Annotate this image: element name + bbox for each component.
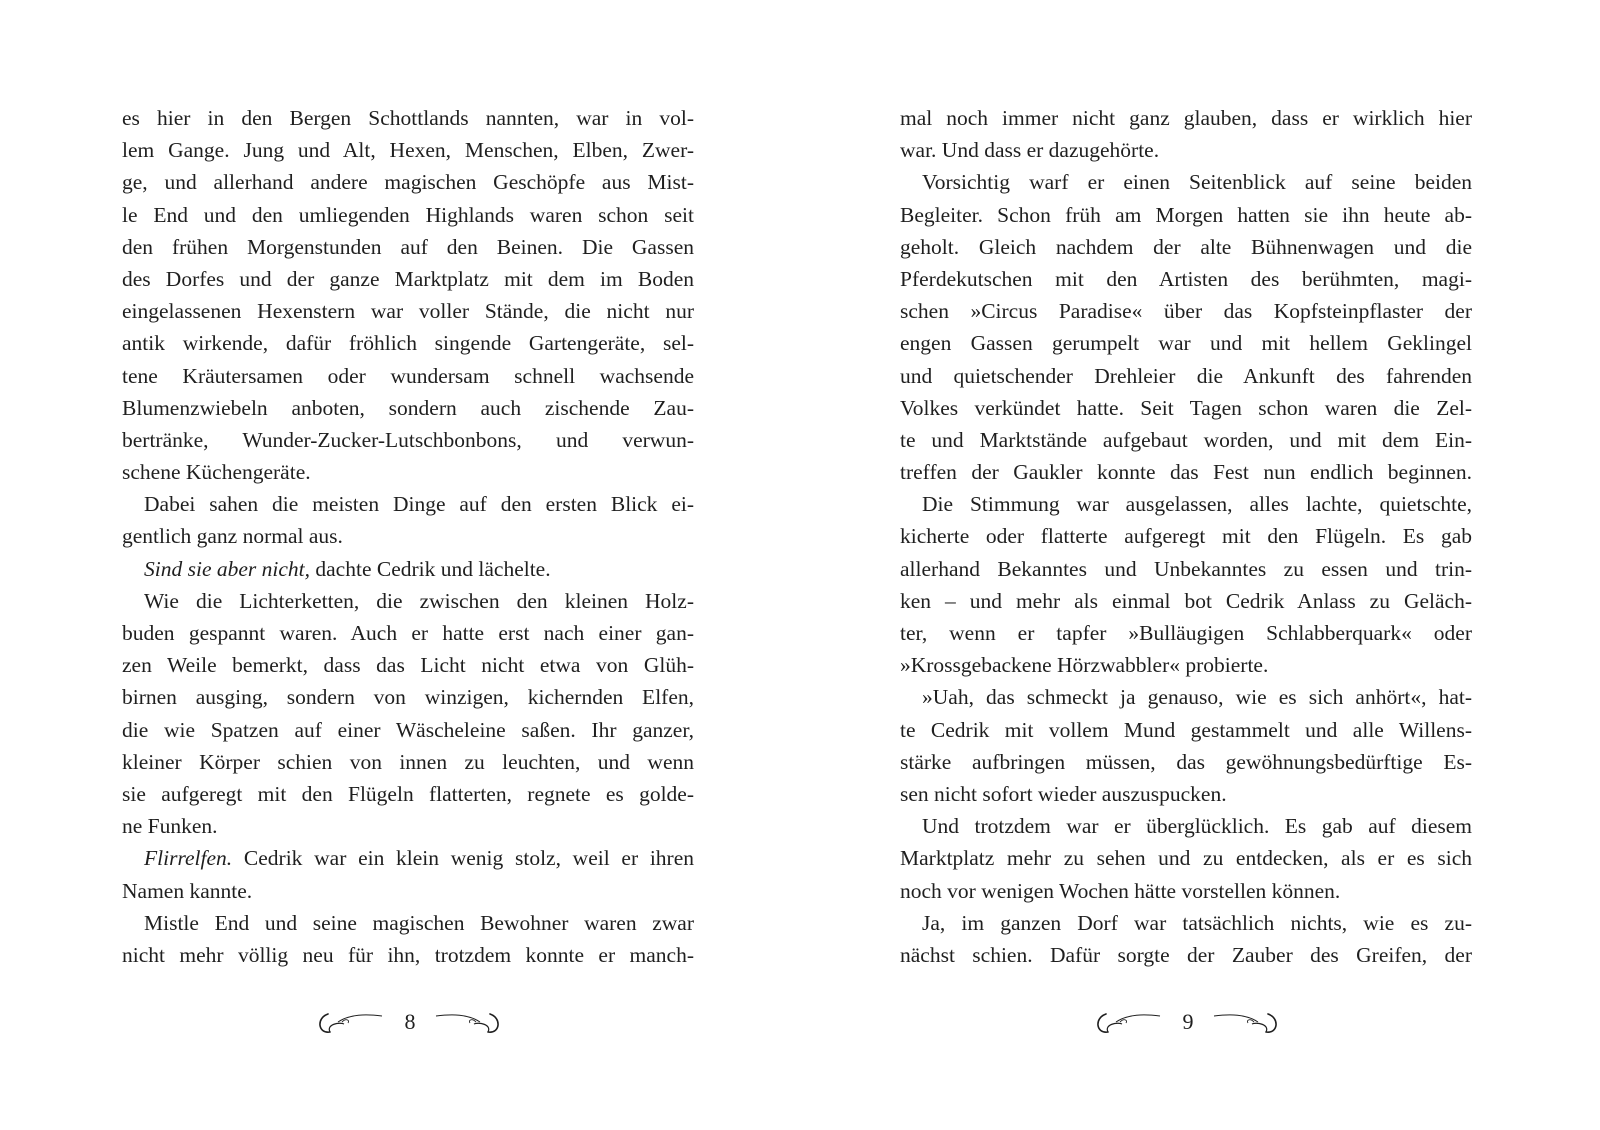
line-text: allerhand Bekanntes und Unbekanntes zu essen und trin- — [900, 556, 1472, 581]
line-text: »Krossgebackene Hörzwabbler« probierte. — [900, 653, 1269, 678]
line-text: kicherte oder flatterte aufgeregt mit den Flügeln. Es gab — [900, 524, 1472, 549]
left-text-line — [122, 102, 694, 134]
line-text: le End und den umliegenden Highlands waren schon seit — [122, 202, 694, 227]
left-page-footer — [312, 1010, 512, 1060]
left-text-line — [122, 134, 694, 166]
line-text: war. Und dass er dazugehörte. — [900, 138, 1160, 163]
left-text-line — [122, 617, 694, 649]
line-text: ter, wenn er tapfer »Bulläugigen Schlabberquark« oder — [900, 621, 1472, 645]
left-text-line — [122, 649, 694, 681]
line-text: Und trotzdem war er überglücklich. Es gab auf diesem — [922, 814, 1472, 839]
italic-phrase: Flirrelfen. — [144, 846, 233, 871]
line-text: schene Küchengeräte. — [122, 460, 311, 485]
line-text: eingelassenen Hexenstern war voller Stände, die nicht nur — [122, 299, 694, 324]
left-text-line — [122, 746, 694, 778]
line-text: lem Gange. Jung und Alt, Hexen, Menschen, Elben, Zwer- — [122, 138, 694, 163]
right-flourish-icon — [1210, 1010, 1282, 1040]
left-flourish-icon — [1092, 1010, 1164, 1040]
line-text: buden gespannt waren. Auch er hatte erst nach einer gan- — [122, 621, 694, 645]
left-text-line — [122, 424, 694, 456]
right-text-line — [900, 520, 1472, 552]
left-text-line — [122, 585, 694, 617]
right-text-line — [900, 327, 1472, 359]
left-text-line — [122, 714, 694, 746]
line-text: ne Funken. — [122, 814, 218, 839]
left-text-line — [122, 199, 694, 231]
line-text: Wie die Lichterketten, die zwischen den kleinen Holz- — [144, 588, 694, 613]
line-text: te Cedrik mit vollem Mund gestammelt und alle Willens- — [900, 717, 1472, 742]
line-text: zen Weile bemerkt, dass das Licht nicht etwa von Glüh- — [122, 653, 694, 678]
left-text-line — [122, 907, 694, 939]
left-text-line — [122, 520, 694, 552]
right-text-line — [900, 681, 1472, 713]
left-text-line — [122, 456, 694, 488]
line-text: noch vor wenigen Wochen hätte vorstellen können. — [900, 878, 1341, 903]
right-page-body — [900, 102, 1472, 971]
right-text-line — [900, 263, 1472, 295]
line-text: ge, und allerhand andere magischen Geschöpfe aus Mist- — [122, 170, 694, 195]
line-text: mal noch immer nicht ganz glauben, dass er wirklich hier — [900, 106, 1472, 130]
line-text: es hier in den Bergen Schottlands nannten, war in vol- — [122, 106, 694, 130]
left-flourish-icon — [314, 1010, 386, 1040]
right-text-line — [900, 553, 1472, 585]
line-text: treffen der Gaukler konnte das Fest nun endlich beginnen. — [900, 460, 1472, 485]
left-text-line — [122, 327, 694, 359]
line-text: tene Kräutersamen oder wundersam schnell wachsende — [122, 363, 694, 388]
right-text-line — [900, 842, 1472, 874]
left-text-line — [122, 392, 694, 424]
line-text: schen »Circus Paradise« über das Kopfsteinpflaster der — [900, 299, 1472, 324]
left-text-line — [122, 842, 694, 874]
line-text: bertränke, Wunder-Zucker-Lutschbonbons, und verwun- — [122, 427, 694, 452]
right-text-line — [900, 617, 1472, 649]
right-text-line — [900, 778, 1472, 810]
right-text-line — [900, 134, 1472, 166]
line-text: nicht mehr völlig neu für ihn, trotzdem konnte er manch- — [122, 942, 694, 967]
right-text-line — [900, 360, 1472, 392]
right-text-line — [900, 102, 1472, 134]
left-text-line — [122, 231, 694, 263]
line-text: nächst schien. Dafür sorgte der Zauber des Greifen, der — [900, 942, 1472, 967]
line-text: Volkes verkündet hatte. Seit Tagen schon waren die Zel- — [900, 395, 1472, 420]
line-text: Cedrik war ein klein wenig stolz, weil er ihren — [232, 846, 694, 871]
left-text-line — [122, 681, 694, 713]
right-text-line — [900, 714, 1472, 746]
line-text: »Uah, das schmeckt ja genauso, wie es sich anhört«, hat- — [922, 685, 1472, 710]
line-text: und quietschender Drehleier die Ankunft des fahrenden — [900, 363, 1472, 388]
right-text-line — [900, 424, 1472, 456]
line-text: engen Gassen gerumpelt war und mit hellem Geklingel — [900, 331, 1472, 356]
page-number-left: 8 — [404, 1009, 416, 1034]
right-text-line — [900, 199, 1472, 231]
line-text: kleiner Körper schien von innen zu leuchten, und wenn — [122, 749, 694, 774]
left-text-line — [122, 810, 694, 842]
left-text-line — [122, 488, 694, 520]
right-text-line — [900, 231, 1472, 263]
line-text: sie aufgeregt mit den Flügeln flatterten, regnete es golde- — [122, 781, 694, 806]
line-text: stärke aufbringen müssen, das gewöhnungsbedürftige Es- — [900, 749, 1472, 774]
line-text: des Dorfes und der ganze Marktplatz mit dem im Boden — [122, 266, 694, 291]
line-text: Vorsichtig warf er einen Seitenblick auf seine beiden — [922, 170, 1472, 195]
left-text-line — [122, 263, 694, 295]
left-text-line — [122, 778, 694, 810]
italic-phrase: Sind sie aber nicht, — [144, 556, 311, 581]
right-text-line — [900, 392, 1472, 424]
right-flourish-icon — [432, 1010, 504, 1040]
right-text-line — [900, 488, 1472, 520]
left-text-line — [122, 360, 694, 392]
line-text: gentlich ganz normal aus. — [122, 524, 343, 549]
right-text-line — [900, 456, 1472, 488]
right-page-footer — [1090, 1010, 1290, 1060]
page-number-right: 9 — [1182, 1009, 1194, 1034]
line-text: Blumenzwiebeln anboten, sondern auch zischende Zau- — [122, 395, 694, 420]
line-text: Mistle End und seine magischen Bewohner waren zwar — [144, 910, 694, 935]
line-text: ken – und mehr als einmal bot Cedrik Anlass zu Geläch- — [900, 588, 1472, 613]
right-text-line — [900, 875, 1472, 907]
line-text: antik wirkende, dafür fröhlich singende Gartengeräte, sel- — [122, 331, 694, 356]
line-text: dachte Cedrik und lächelte. — [310, 556, 551, 581]
right-text-line — [900, 585, 1472, 617]
line-text: die wie Spatzen auf einer Wäscheleine saßen. Ihr ganzer, — [122, 717, 694, 742]
right-text-line — [900, 746, 1472, 778]
left-page-body — [122, 102, 694, 971]
line-text: Namen kannte. — [122, 878, 253, 903]
line-text: den frühen Morgenstunden auf den Beinen. Die Gassen — [122, 234, 694, 259]
line-text: birnen ausging, sondern von winzigen, kichernden Elfen, — [122, 685, 694, 710]
line-text: Marktplatz mehr zu sehen und zu entdecken, als er es sich — [900, 846, 1472, 871]
left-text-line — [122, 295, 694, 327]
line-text: Die Stimmung war ausgelassen, alles lachte, quietschte, — [922, 492, 1472, 517]
line-text: sen nicht sofort wieder auszuspucken. — [900, 781, 1227, 806]
line-text: geholt. Gleich nachdem der alte Bühnenwagen und die — [900, 234, 1472, 259]
left-text-line — [122, 875, 694, 907]
line-text: Begleiter. Schon früh am Morgen hatten sie ihn heute ab- — [900, 202, 1472, 227]
right-text-line — [900, 810, 1472, 842]
line-text: te und Marktstände aufgebaut worden, und mit dem Ein- — [900, 427, 1472, 452]
line-text: Pferdekutschen mit den Artisten des berühmten, magi- — [900, 266, 1472, 291]
line-text: Dabei sahen die meisten Dinge auf den ersten Blick ei- — [144, 492, 694, 517]
right-text-line — [900, 166, 1472, 198]
left-text-line — [122, 939, 694, 971]
right-text-line — [900, 907, 1472, 939]
right-text-line — [900, 649, 1472, 681]
right-text-line — [900, 295, 1472, 327]
line-text: Ja, im ganzen Dorf war tatsächlich nichts, wie es zu- — [922, 910, 1472, 935]
right-text-line — [900, 939, 1472, 971]
left-text-line — [122, 553, 694, 585]
left-text-line — [122, 166, 694, 198]
